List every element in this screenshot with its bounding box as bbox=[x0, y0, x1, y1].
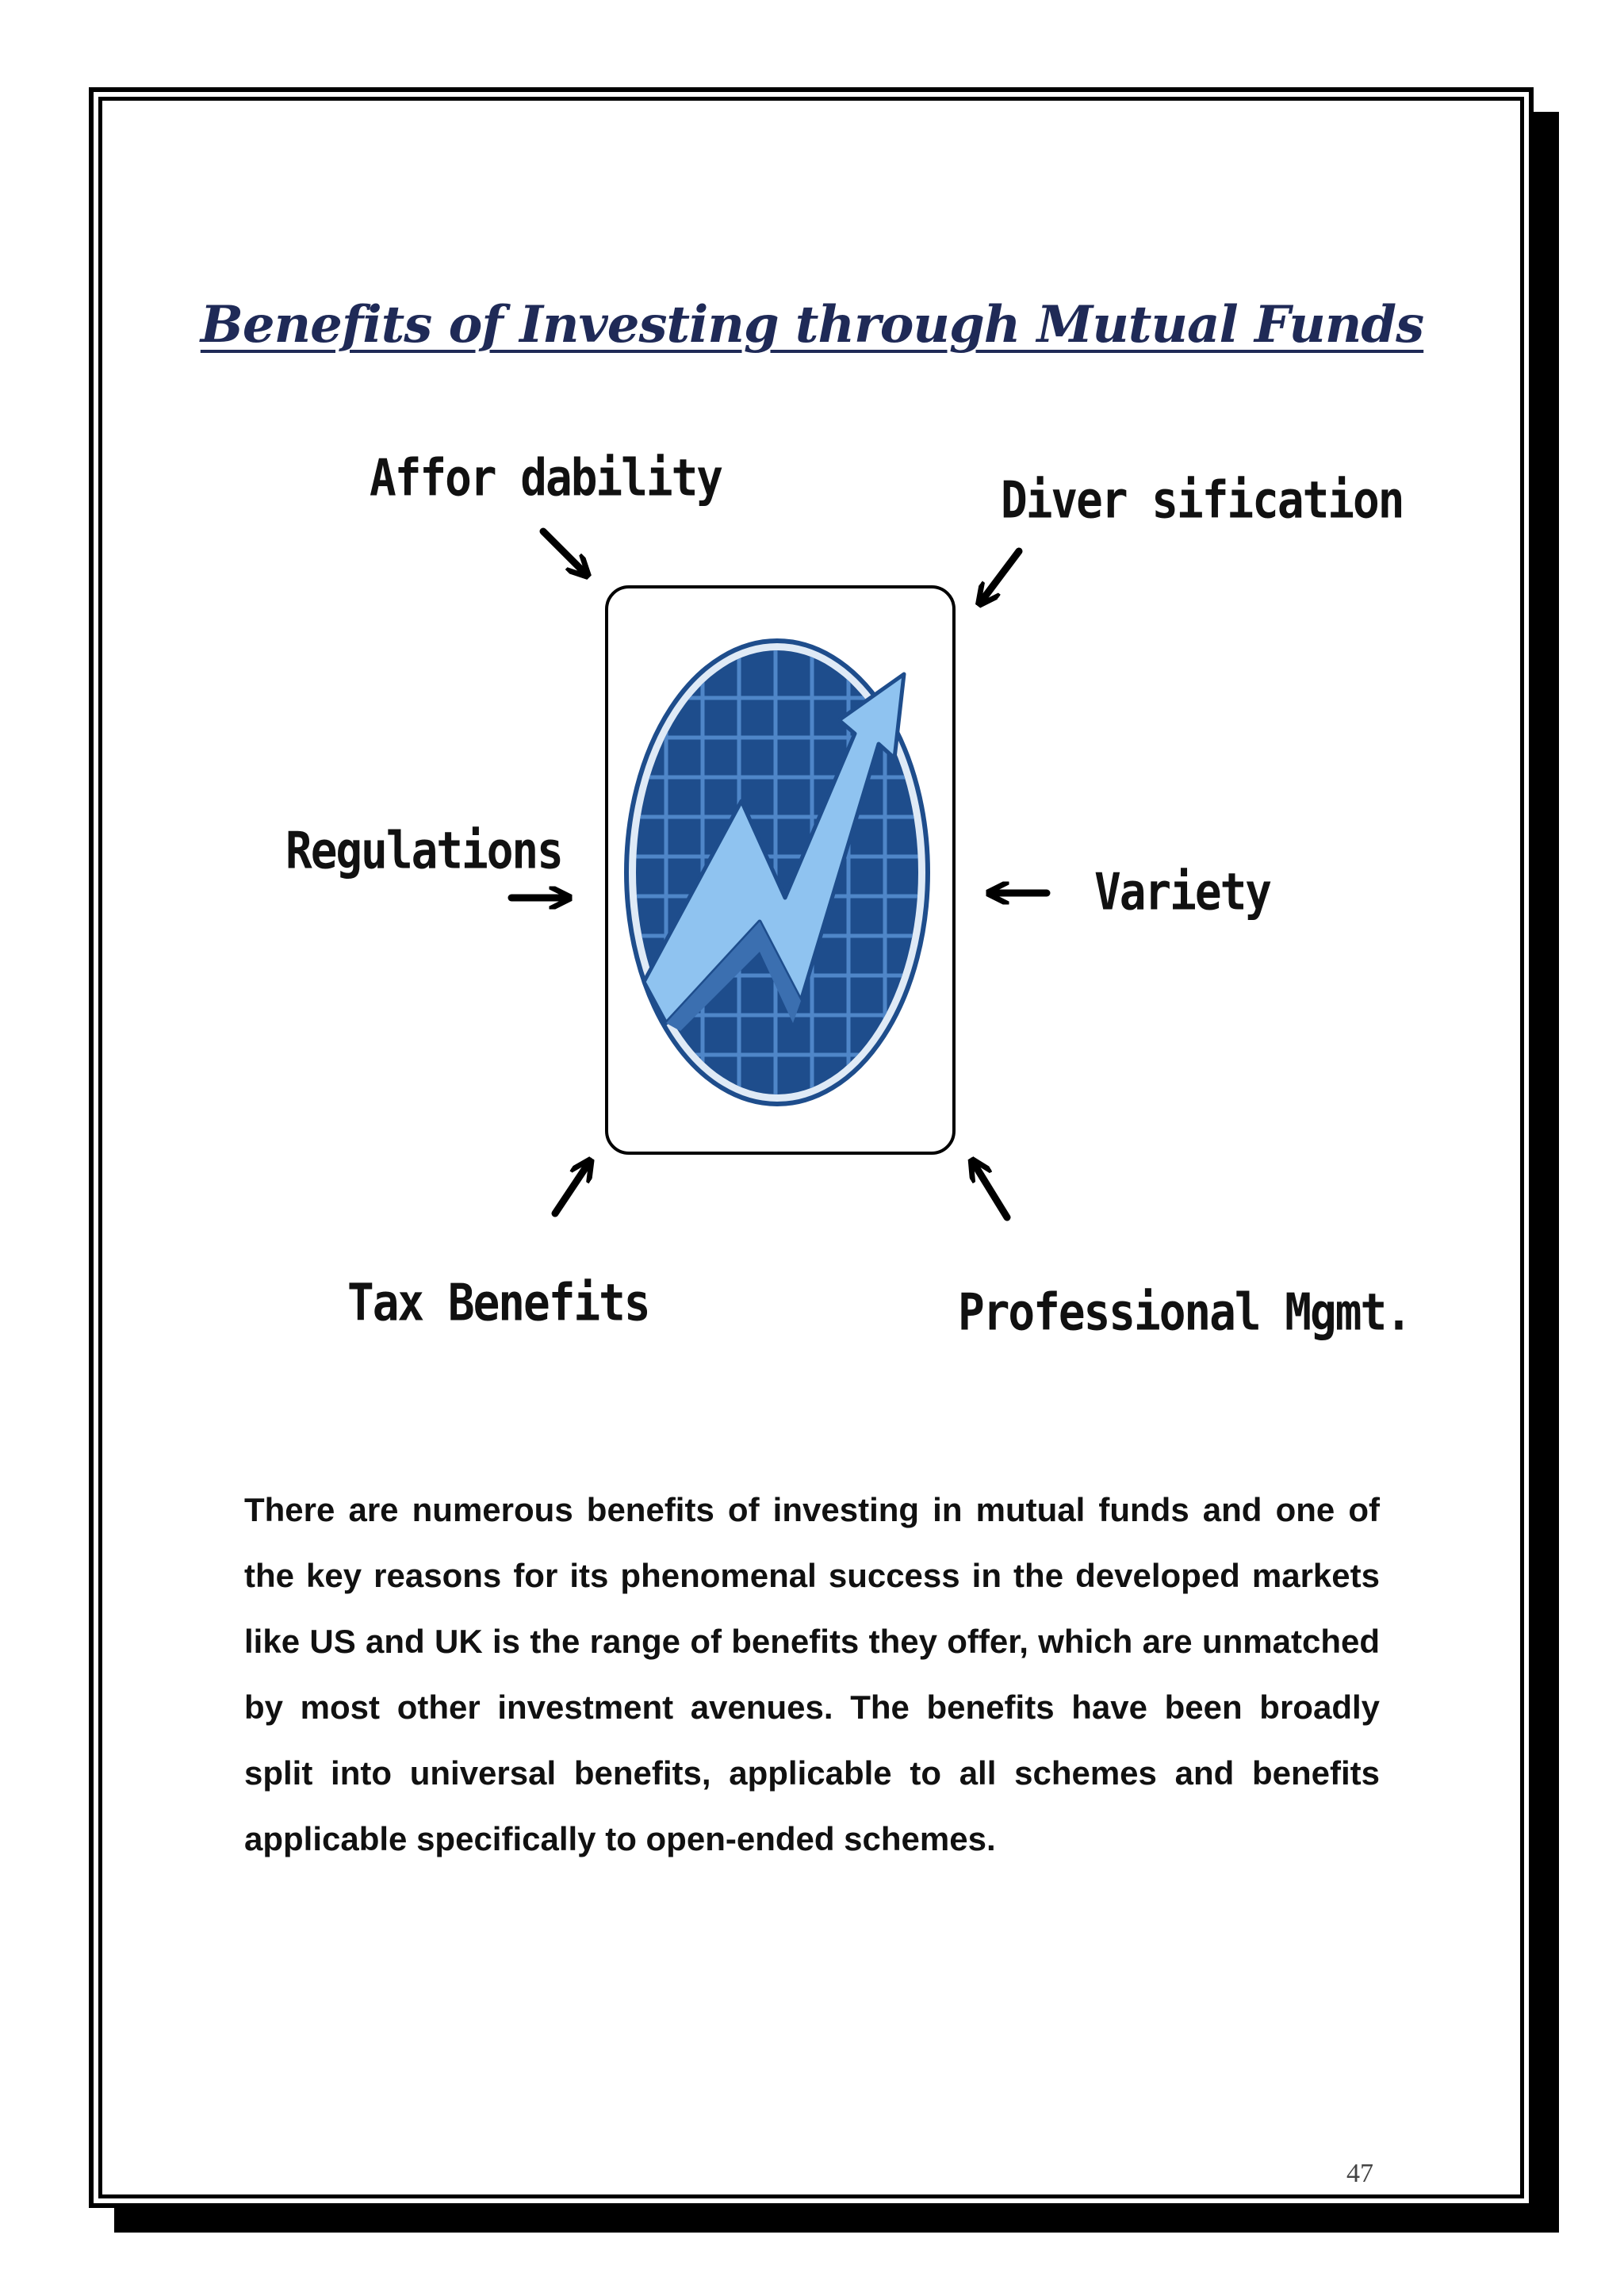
label-diversification: Diver sification bbox=[1001, 471, 1404, 531]
arrow-affordability bbox=[543, 531, 583, 571]
label-tax-benefits: Tax Benefits bbox=[347, 1274, 649, 1333]
body-paragraph: There are numerous benefits of investing in mutual funds and one of the key reasons for its phenomenal success in the developed markets like US and UK is the range of benefits they offer, which are unmatched by most other investment avenues. The benefits have been broadly split into universal benefits, applicable to all schemes and benefits applicable specifically to open-ended schemes. bbox=[244, 1491, 1380, 1857]
page-title: Benefits of Investing through Mutual Funds bbox=[200, 295, 1424, 355]
label-professional-mgmt: Professional Mgmt. bbox=[958, 1283, 1411, 1343]
arrow-tax-benefits bbox=[555, 1166, 587, 1213]
label-variety: Variety bbox=[1094, 863, 1271, 922]
arrow-professional-mgmt bbox=[975, 1166, 1007, 1217]
label-affordability: Affor dability bbox=[370, 449, 722, 508]
page-number: 47 bbox=[1346, 2159, 1373, 2188]
label-regulations: Regulations bbox=[285, 822, 562, 881]
arrow-diversification bbox=[983, 551, 1019, 599]
